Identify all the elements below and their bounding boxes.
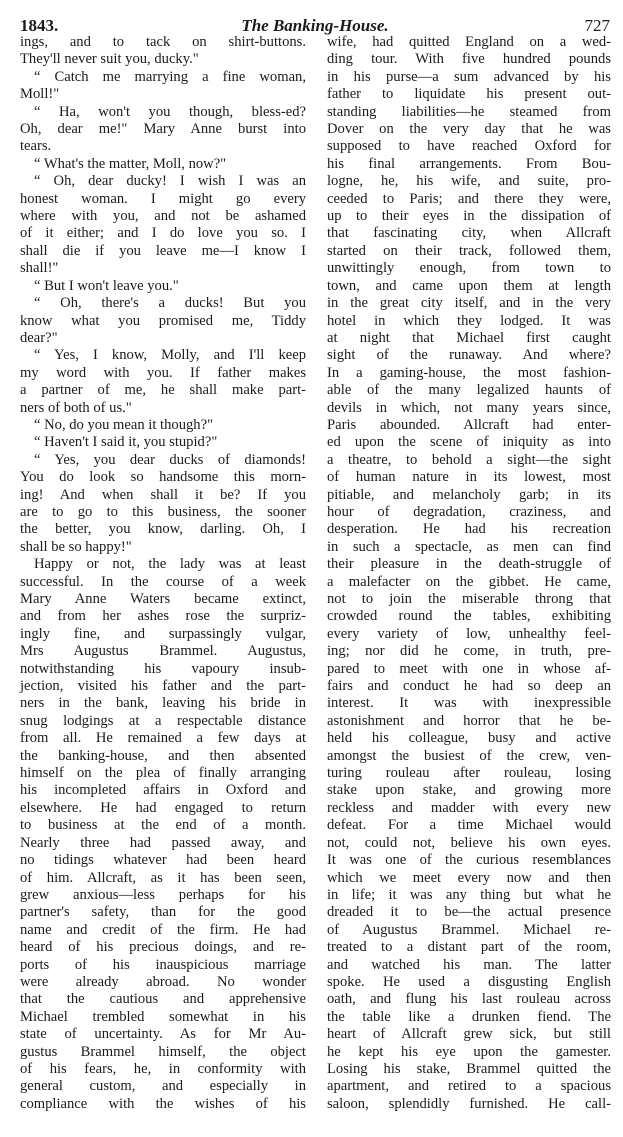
text-line: They'll never suit you, ducky.": [20, 51, 199, 68]
text-line: ners of both of us.": [20, 399, 132, 416]
text-line: his final arrangements. From Bou-: [327, 155, 611, 172]
text-line: dear?": [20, 329, 58, 346]
text-line: started on their track, followed them,: [327, 242, 611, 259]
text-line: gustus Brammel himself, the object: [20, 1043, 306, 1060]
text-line: a malefacter on the gibbet. He came,: [327, 573, 611, 590]
text-line: ing! And when shall it be? If you: [20, 486, 306, 503]
text-line: heart of Allcraft grew sick, but still: [327, 1026, 611, 1043]
text-line: not to join the miserable throng that: [327, 591, 611, 607]
text-line: shall!": [20, 260, 59, 277]
text-line: ingly fine, and surpassingly vulgar,: [20, 625, 306, 642]
text-line: ed upon the scene of iniquity as into: [327, 434, 611, 451]
header-title: The Banking-House.: [241, 16, 389, 35]
text-line: in the great city itself, and in the very: [327, 295, 611, 312]
text-line: father to liquidate his present out-: [327, 86, 611, 103]
text-line: notwithstanding his vapoury insub-: [20, 660, 306, 677]
text-line: of human nature in its lowest, most: [327, 469, 611, 486]
text-line: ing; nor did he come, in truth, pre-: [327, 643, 611, 660]
text-line: “ Yes, I know, Molly, and I'll keep: [34, 347, 306, 364]
text-line: are to go to this business, the sooner: [20, 503, 306, 520]
text-line: of Augustus Brammel. Michael re-: [327, 921, 611, 938]
text-line: in life; it was any thing but what he: [327, 886, 611, 903]
text-line: that the cautious and apprehensive: [20, 991, 306, 1008]
text-line: hour of degradation, craziness, and: [327, 503, 611, 520]
text-line: “ Catch me marrying a fine woman,: [34, 68, 306, 85]
text-line: stake upon stake, and growing more: [327, 782, 611, 799]
text-line: In a gaming-house, the most fashion-: [327, 364, 611, 381]
text-line: jection, visited his father and the part-: [20, 678, 306, 695]
text-line: interest. It was with inexpressible: [327, 695, 611, 712]
text-line: know what you promised me, Tiddy: [20, 312, 306, 329]
text-line: heard of his precious doings, and re-: [20, 939, 306, 956]
text-line: astonishment and horror that he be-: [327, 712, 611, 729]
text-line: name and credit of the firm. He had: [20, 921, 306, 938]
header-year: 1843.: [20, 16, 59, 35]
text-line: were already abroad. No wonder: [20, 973, 306, 990]
text-line: up to their eyes in the dissipation of: [327, 208, 611, 225]
text-line: fairs and conduct he had so deep an: [327, 678, 611, 695]
text-line: that fascinating city, when Allcraft: [327, 225, 611, 242]
text-line: shall be so happy!": [20, 538, 132, 555]
text-line: desperation. He had his recreation: [327, 521, 611, 538]
text-line: ings, and to tack on shirt-buttons.: [20, 34, 306, 50]
text-line: not, could not, believe his own eyes.: [327, 834, 611, 851]
text-line: It was one of the curious resemblances: [327, 852, 611, 869]
text-line: hotel in which they lodged. It was: [327, 312, 611, 329]
text-line: in his purse—a sum advanced by his: [327, 68, 611, 85]
text-line: “ Oh, there's a ducks! But you: [34, 295, 306, 312]
text-line: “ But I won't leave you.": [34, 277, 179, 294]
text-line: “ Oh, dear ducky! I wish I was an: [34, 173, 306, 190]
text-line: “ Ha, won't you though, bless-ed?: [34, 103, 306, 120]
text-line: the table like a drunken fiend. The: [327, 1008, 611, 1025]
text-line: saloon, splendidly furnished. He call-: [327, 1095, 611, 1112]
text-line: partner's safety, than for the good: [20, 904, 306, 921]
text-line: Paris abounded. Allcraft had enter-: [327, 416, 611, 433]
text-line: their pleasure in the death-struggle of: [327, 556, 611, 573]
text-line: compliance with the wishes of his: [20, 1095, 306, 1112]
text-line: “ Haven't I said it, you stupid?": [34, 434, 218, 451]
text-line: ports of his inauspicious marriage: [20, 956, 306, 973]
text-line: my word with you. If father makes: [20, 364, 306, 381]
text-line: a theatre, to behold a sight—the sight: [327, 451, 611, 468]
text-line: his incompleted affairs in Oxford and: [20, 782, 306, 799]
text-line: himself on the plea of finally arranging: [20, 765, 306, 782]
right-text-column: [327, 34, 611, 1113]
text-line: general custom, and especially in: [20, 1078, 306, 1095]
text-line: wife, had quitted England on a wed-: [327, 34, 611, 50]
text-line: standing liabilities—he steamed from: [327, 103, 611, 120]
text-line: “ No, do you mean it though?": [34, 416, 214, 433]
text-line: Happy or not, the lady was at least: [34, 556, 306, 573]
text-line: in such a spectacle, as men can find: [327, 538, 611, 555]
text-line: defeat. For a time Michael would: [327, 817, 611, 834]
text-line: tears.: [20, 138, 52, 155]
text-line: crowded round the tables, exhibiting: [327, 608, 611, 625]
text-line: reckless and madder with every new: [327, 799, 611, 816]
text-line: a partner of me, he shall make part-: [20, 382, 306, 399]
text-line: which we meet every now and then: [327, 869, 611, 886]
text-line: he kept his eye upon the gamester.: [327, 1043, 611, 1060]
text-line: grew anxious—less perhaps for his: [20, 886, 306, 903]
text-line: pared to meet with one in whose af-: [327, 660, 611, 677]
text-line: amongst the busiest of the crew, ven-: [327, 747, 611, 764]
text-line: of him. Allcraft, as it has been seen,: [20, 869, 306, 886]
text-line: ceeded to Paris; and there they were,: [327, 190, 611, 207]
text-line: Nearly three had passed away, and: [20, 834, 306, 851]
text-line: pitiable, and melancholy garb; in its: [327, 486, 611, 503]
text-line: Mary Anne Waters became extinct,: [20, 591, 306, 607]
text-line: of it either; and I do love you so. I: [20, 225, 306, 242]
text-line: Moll!": [20, 86, 60, 103]
text-line: where with you, and not be ashamed: [20, 208, 306, 225]
text-line: the banking-house, and then absented: [20, 747, 306, 764]
text-line: elsewhere. He had engaged to return: [20, 799, 306, 816]
text-line: oath, and flung his last rouleau across: [327, 991, 611, 1008]
text-line: logne, he, his wife, and suite, pro-: [327, 173, 611, 190]
text-line: Losing his stake, Brammel quitted the: [327, 1060, 611, 1077]
text-line: no tidings whatever had been heard: [20, 852, 306, 869]
text-line: spoke. He used a disgusting English: [327, 973, 611, 990]
text-line: shall die if you leave me—I know I: [20, 242, 306, 259]
text-line: sight of the runaway. And where?: [327, 347, 611, 364]
text-line: and watched his man. The latter: [327, 956, 611, 973]
text-line: town, and came upon them at length: [327, 277, 611, 294]
text-line: to business at the end of a month.: [20, 817, 306, 834]
text-line: held his colleague, busy and active: [327, 730, 611, 747]
text-line: Dover on the very day that he was: [327, 121, 611, 138]
text-line: “ Yes, you dear ducks of diamonds!: [34, 451, 306, 468]
text-line: “ What's the matter, Moll, now?": [34, 155, 227, 172]
text-line: devils in which, not many years since,: [327, 399, 611, 416]
text-line: the better, you know, darling. Oh, I: [20, 521, 306, 538]
page-number: 727: [584, 16, 610, 35]
text-line: apartment, and retired to a spacious: [327, 1078, 611, 1095]
text-line: Oh, dear me!" Mary Anne burst into: [20, 121, 306, 138]
text-line: able of the many legalized haunts of: [327, 382, 611, 399]
text-line: from all. He remained a few days at: [20, 730, 306, 747]
text-line: of his fears, he, in conformity with: [20, 1060, 306, 1077]
text-line: Michael trembled somewhat in his: [20, 1008, 306, 1025]
text-line: supposed to have reached Oxford for: [327, 138, 611, 155]
text-line: dreaded it to be—the actual presence: [327, 904, 611, 921]
text-line: treated to a distant part of the room,: [327, 939, 611, 956]
text-line: snug lodgings at a respectable distance: [20, 712, 306, 729]
text-line: successful. In the course of a week: [20, 573, 306, 590]
text-line: Mrs Augustus Brammel. Augustus,: [20, 643, 306, 660]
text-line: unwittingly enough, from town to: [327, 260, 611, 277]
text-line: state of uncertainty. As for Mr Au-: [20, 1026, 306, 1043]
text-line: You do look so handsome this morn-: [20, 469, 306, 486]
text-line: ners in the bank, leaving his bride in: [20, 695, 306, 712]
text-line: every variety of low, unhealthy feel-: [327, 625, 611, 642]
text-line: turing rouleau after rouleau, losing: [327, 765, 611, 782]
text-line: at night that Michael first caught: [327, 329, 611, 346]
text-line: honest woman. I might go every: [20, 190, 306, 207]
text-line: and from her ashes rose the surpriz-: [20, 608, 306, 625]
left-text-column: [20, 34, 306, 1113]
text-line: ding tour. With five hundred pounds: [327, 51, 611, 68]
